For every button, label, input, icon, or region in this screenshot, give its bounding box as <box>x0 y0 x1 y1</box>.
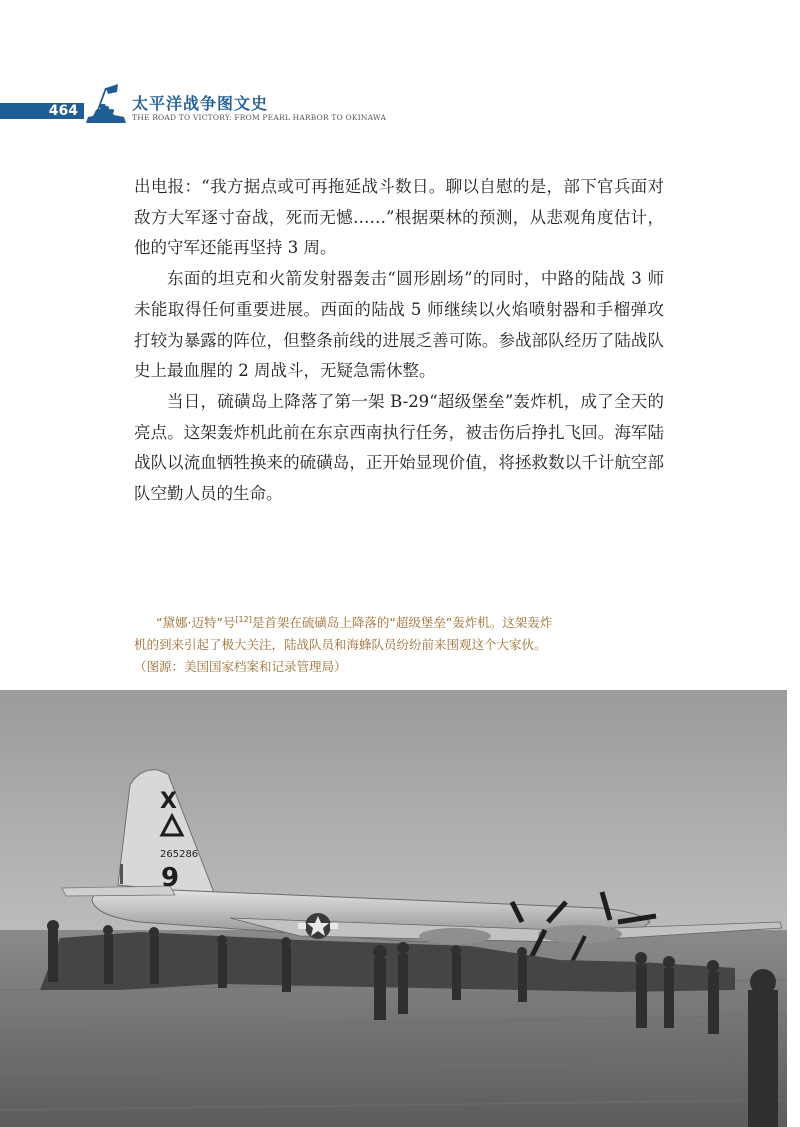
tail-number: 9 <box>161 863 180 893</box>
caption-text-start: “黛娜·迈特”号 <box>156 615 236 630</box>
paragraph: 东面的坦克和火箭发射器轰击“圆形剧场”的同时，中路的陆战 3 师未能取得任何重要进展。西面的陆战 5 师继续以火焰喷射器和手榴弹攻打较为暴露的阵位，但整条前线的进展乏善可陈。参战部队经历了陆战队史上最血腥的 2 周战斗，无疑急需休整。 <box>134 269 664 381</box>
book-subtitle: THE ROAD TO VICTORY: FROM PEARL HARBOR TO OKINAWA <box>132 113 387 122</box>
page-number: 464 <box>48 103 78 119</box>
tail-letters: X <box>160 789 177 814</box>
paragraph: 出电报：“我方据点或可再拖延战斗数日。聊以自慰的是，部下官兵面对敌方大军逐寸奋战，死而无憾……”根据栗林的预测，从悲观角度估计，他的守军还能再坚持 3 周。 <box>134 177 664 258</box>
photo-caption <box>134 609 564 678</box>
caption-text-rest: 是首架在硫磺岛上降落的“超级堡垒”轰炸机。这架轰炸机的到来引起了极大关注，陆战队员和海蜂队员纷纷前来围观这个大家伙。（图源：美国国家档案和记录管理局） <box>134 615 553 674</box>
flag-raising-silhouette-icon <box>84 82 128 124</box>
book-title: 太平洋战争图文史 <box>132 94 269 113</box>
tail-serial: 265286 <box>160 849 199 860</box>
footnote-marker[interactable]: [12] <box>235 615 252 624</box>
body-text <box>134 172 664 510</box>
paragraph: 当日，硫磺岛上降落了第一架 B-29“超级堡垒”轰炸机，成了全天的亮点。这架轰炸机此前在东京西南执行任务，被击伤后挣扎飞回。海军陆战队以流血牺牲换来的硫磺岛，正开始显现价值，将拯救数以千计航空部队空勤人员的生命。 <box>134 391 664 504</box>
b29-bomber-photo <box>0 690 787 1127</box>
